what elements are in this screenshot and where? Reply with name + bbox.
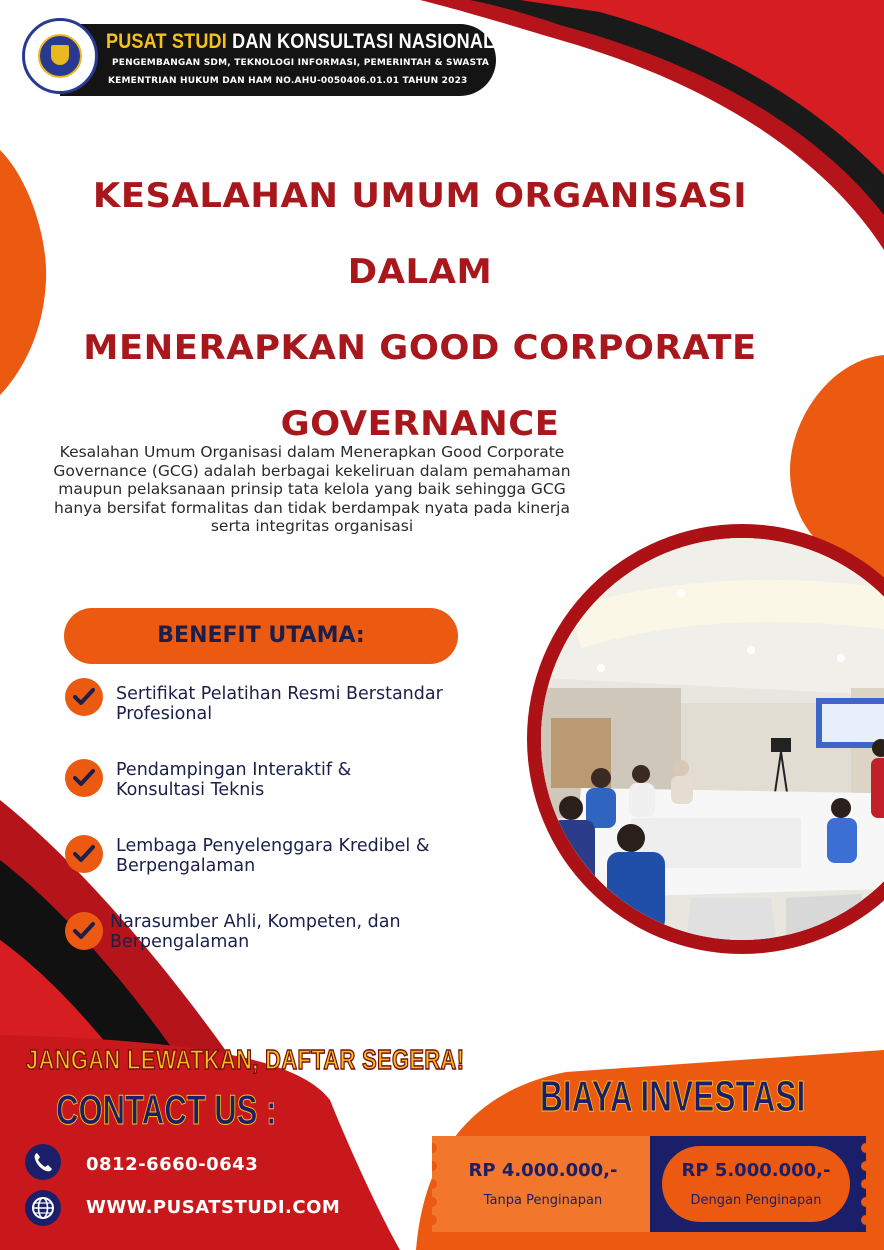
title-line-2: MENERAPKAN GOOD CORPORATE [83, 328, 757, 368]
org-name-rest: DAN KONSULTASI NASIONAL [232, 30, 495, 53]
price-note-without-lodging: Tanpa Penginapan [483, 1193, 603, 1208]
description: Kesalahan Umum Organisasi dalam Menerapkan Good Corporate Governance (GCG) adalah berbagai kekeliruan dalam pemahaman maupun pelaksanaan prinsip tata kelola yang baik sehingga GCG hanya bersifat formalitas dan tidak berdampak nyata pada kinerja serta integritas organisasi [53, 443, 571, 535]
pricing-title: BIAYA INVESTASI [540, 1072, 806, 1121]
org-name [106, 30, 494, 54]
seal-logo-icon [22, 18, 98, 94]
phone-number[interactable]: 0812-6660-0643 [86, 1154, 259, 1175]
phone-icon [25, 1144, 61, 1180]
org-name-highlight: PUSAT STUDI [106, 30, 227, 53]
price-with-lodging: RP 5.000.000,- [681, 1160, 831, 1181]
benefit-item: Sertifikat Pelatihan Resmi Berstandar Profesional [116, 684, 443, 724]
check-icon [65, 835, 103, 873]
check-icon [65, 912, 103, 950]
promo-text: JANGAN LEWATKAN, DAFTAR SEGERA! [26, 1044, 465, 1075]
benefit-item: Lembaga Penyelenggara Kredibel & Berpengalaman [116, 836, 430, 876]
price-without-lodging: RP 4.000.000,- [468, 1160, 618, 1181]
contact-title: CONTACT US : [56, 1086, 277, 1133]
benefit-item: Narasumber Ahli, Kompeten, dan Berpengalaman [110, 912, 401, 952]
check-icon [65, 759, 103, 797]
benefit-item: Pendampingan Interaktif & Konsultasi Teknis [116, 760, 352, 800]
website-link[interactable]: WWW.PUSATSTUDI.COM [86, 1197, 341, 1218]
org-registration: KEMENTRIAN HUKUM DAN HAM NO.AHU-0050406.01.01 TAHUN 2023 [108, 76, 468, 86]
benefit-heading: BENEFIT UTAMA: [157, 623, 365, 648]
title-line-1: KESALAHAN UMUM ORGANISASI DALAM [92, 176, 748, 292]
page-title [14, 158, 825, 462]
price-highlight-pill [662, 1146, 850, 1222]
globe-icon [25, 1190, 61, 1226]
price-note-with-lodging: Dengan Penginapan [690, 1193, 822, 1208]
title-line-3: GOVERNANCE [280, 404, 560, 444]
org-tagline: PENGEMBANGAN SDM, TEKNOLOGI INFORMASI, PEMERINTAH & SWASTA [112, 58, 490, 68]
check-icon [65, 678, 103, 716]
